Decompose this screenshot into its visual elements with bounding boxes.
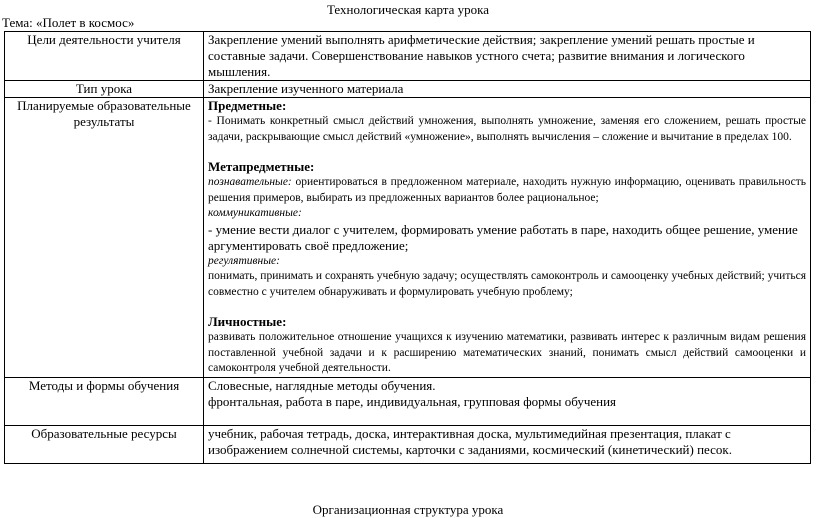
subject-results-text: - Понимать конкретный смысл действий умножения, выполнять умножение, заменяя его сложением, решать простые задачи, раскрывающие смысл действий «умножение», выполнять вычисления – сложение и вычитание в пределах 100. [208, 115, 806, 143]
results-label: Планируемые образовательные результаты [5, 98, 204, 378]
regulatory-text: понимать, принимать и сохранять учебную задачу; осуществлять самоконтроль и самооценку учебных действий; учиться совместно с учителем обнаруживать и формулировать учебную проблему; [208, 270, 806, 298]
resources-text: учебник, рабочая тетрадь, доска, интерактивная доска, мультимедийная презентация, плакат с изображением солнечной системы, карточки с заданиями, космический (кинетический) песок. [204, 425, 811, 463]
methods-line-1: Словесные, наглядные методы обучения. [208, 377, 436, 393]
methods-label: Методы и формы обучения [5, 377, 204, 425]
document-title: Технологическая карта урока [326, 2, 490, 17]
regulatory-label: регулятивные: [208, 254, 280, 267]
methods-line-2: фронтальная, работа в паре, индивидуальная, групповая формы обучения [208, 393, 617, 409]
communicative-label: коммуникативные: [208, 207, 302, 219]
resources-label: Образовательные ресурсы [5, 425, 204, 463]
goals-label: Цели деятельности учителя [5, 32, 204, 81]
section-title: Организационная структура урока [312, 502, 504, 517]
cognitive-label: познавательные: [208, 176, 292, 188]
results-cell [204, 98, 811, 378]
cognitive-results [208, 175, 806, 206]
meta-results-heading: Метапредметные: [208, 159, 315, 174]
row-lesson-type [5, 81, 811, 98]
personal-results-text: развивать положительное отношение учащихся к изучению математики, развивать интерес к различным видам решения поставленной учебной задачи и к расширению математических знаний, понимать смысл действий самооценки и самоконтроля учебной деятельности. [208, 331, 806, 374]
subject-results-heading: Предметные: [208, 98, 287, 113]
cognitive-text: ориентироваться в предложенном материале, находить нужную информацию, оценивать правильность решения примеров, выбирать из предложенных вариантов более рациональное; [208, 176, 806, 204]
personal-results-heading: Личностные: [208, 314, 287, 329]
communicative-text: - умение вести диалог с учителем, формировать умение работать в паре, находить общее решение, умение аргументировать своё предложение; [208, 221, 798, 253]
row-resources [5, 425, 811, 463]
lesson-type-text: Закрепление изученного материала [204, 81, 811, 98]
lesson-type-label: Тип урока [5, 81, 204, 98]
lesson-topic: Тема: «Полет в космос» [2, 15, 135, 30]
row-goals [5, 32, 811, 81]
row-results [5, 98, 811, 378]
tech-card-table [4, 31, 811, 464]
row-methods [5, 377, 811, 425]
methods-cell [204, 377, 811, 425]
goals-text: Закрепление умений выполнять арифметические действия; закрепление умений решать простые и составные задачи. Совершенствование навыков устного счета; развитие внимания и логического мышления. [204, 32, 811, 81]
